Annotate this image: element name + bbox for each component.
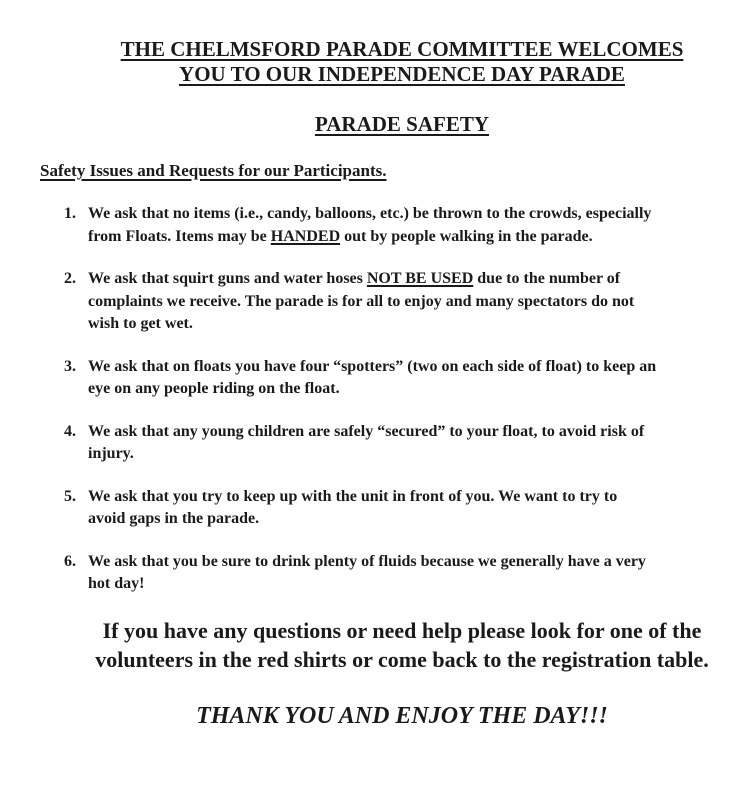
list-item-number: 5. bbox=[64, 487, 76, 505]
list-item-4 bbox=[64, 421, 756, 466]
list-item-text: We ask that any young children are safely “secured” to your float, to avoid risk of bbox=[88, 422, 645, 440]
list-item-text: We ask that on floats you have four “spotters” (two on each side of float) to keep an bbox=[88, 357, 657, 375]
safety-issues-title: Safety Issues and Requests for our Participants. bbox=[40, 161, 387, 180]
help-notice-line-2: volunteers in the red shirts or come back to the registration table. bbox=[95, 647, 709, 672]
list-item-text: complaints we receive. The parade is for all to enjoy and many spectators do not bbox=[88, 292, 635, 310]
list-item-text: hot day! bbox=[88, 575, 145, 592]
list-item-number: 2. bbox=[64, 270, 76, 287]
list-item-text: avoid gaps in the parade. bbox=[88, 510, 260, 527]
list-item-text: We ask that you try to keep up with the unit in front of you. We want to try to bbox=[88, 487, 618, 505]
list-item-6 bbox=[64, 551, 756, 596]
section-heading: PARADE SAFETY bbox=[314, 112, 490, 136]
help-notice-line-1: If you have any questions or need help please look for one of the bbox=[102, 618, 702, 643]
list-item-3 bbox=[64, 356, 756, 401]
list-item-1 bbox=[64, 203, 756, 248]
thank-you-message: THANK YOU AND ENJOY THE DAY!!! bbox=[196, 703, 608, 729]
list-item-text: We ask that no items (i.e., candy, balloons, etc.) be thrown to the crowds, especially bbox=[88, 205, 652, 222]
list-item-number: 3. bbox=[64, 357, 76, 375]
page-title-line-2: YOU TO OUR INDEPENDENCE DAY PARADE bbox=[179, 62, 625, 86]
list-item-text: from Floats. Items may be HANDED out by people walking in the parade. bbox=[88, 227, 593, 245]
list-item-text: We ask that squirt guns and water hoses NOT BE USED due to the number of bbox=[88, 270, 621, 287]
list-item-2 bbox=[64, 268, 756, 336]
page-title-line-1: THE CHELMSFORD PARADE COMMITTEE WELCOMES bbox=[120, 37, 684, 61]
list-item-text: We ask that you be sure to drink plenty of fluids because we generally have a very bbox=[88, 552, 646, 570]
help-notice bbox=[0, 616, 756, 674]
safety-request-list bbox=[64, 203, 756, 616]
list-item-text: injury. bbox=[88, 445, 134, 462]
not-be-used-emphasis: NOT BE USED bbox=[366, 270, 474, 287]
handed-emphasis: HANDED bbox=[270, 227, 341, 245]
list-item-5 bbox=[64, 486, 756, 531]
list-item-number: 4. bbox=[64, 422, 76, 440]
list-item-text: eye on any people riding on the float. bbox=[88, 380, 340, 397]
list-item-number: 6. bbox=[64, 552, 76, 570]
list-item-text: wish to get wet. bbox=[88, 315, 193, 332]
list-item-number: 1. bbox=[64, 205, 76, 222]
